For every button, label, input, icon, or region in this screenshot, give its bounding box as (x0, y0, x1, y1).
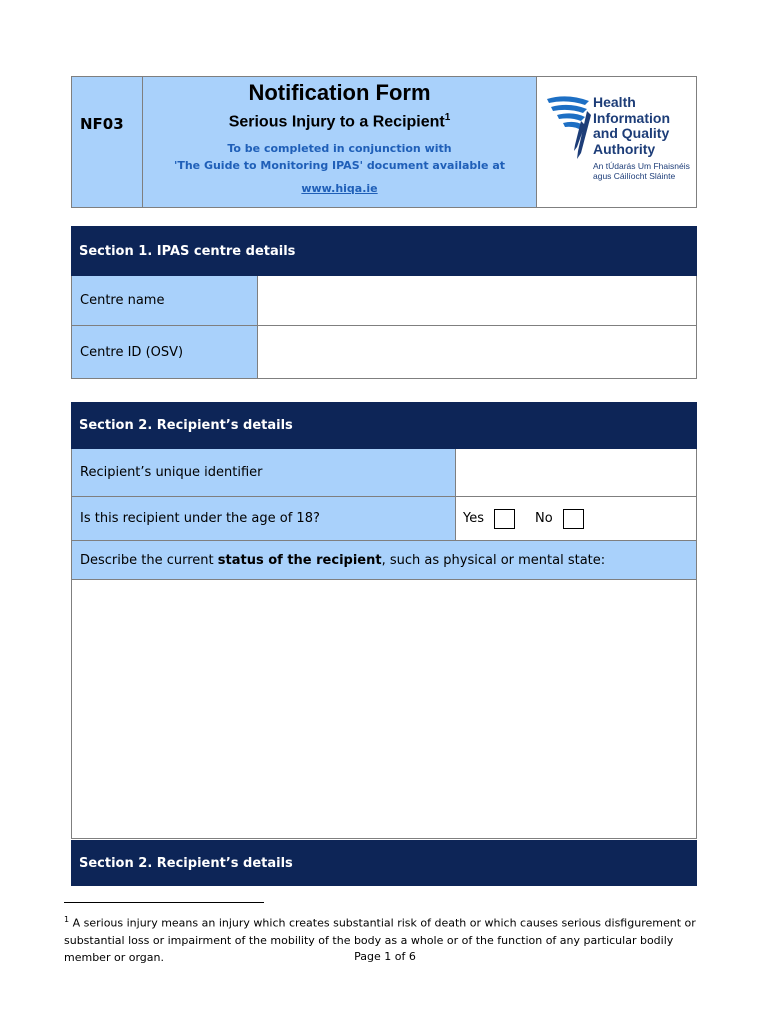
centre-id-label: Centre ID (OSV) (72, 326, 258, 378)
form-title-block (143, 77, 537, 207)
footnote-divider (64, 902, 264, 903)
centre-id-row (71, 326, 697, 379)
form-subtitle (143, 106, 536, 134)
hiqa-logo-wordmark (593, 95, 670, 157)
footnote-text: A serious injury means an injury which creates substantial risk of death or which causes serious disfigurement or substantial loss or impairment of the mobility of the body as a whole or of the function of any particular bodily member or organ. (64, 916, 696, 964)
logo-line-2: Information (593, 109, 670, 126)
hiqa-logo-icon (545, 93, 591, 163)
form-title: Notification Form (248, 80, 431, 105)
section-2-heading: Section 2. Recipient’s details (71, 402, 697, 449)
instruction-line-1: To be completed in conjunction with (227, 142, 452, 156)
age-answer (456, 497, 696, 540)
form-instruction (143, 140, 536, 174)
logo-line-4: Authority (593, 140, 656, 157)
section-2-continued-heading: Section 2. Recipient’s details (71, 840, 697, 886)
form-header (71, 76, 697, 208)
footnote-number: 1 (64, 915, 70, 924)
logo-line-3: and Quality (593, 125, 670, 141)
no-label: No (535, 511, 553, 526)
status-prompt-bold: status of the recipient (217, 552, 382, 568)
status-prompt (72, 541, 696, 579)
age-row (71, 497, 697, 541)
irish-line-1: An tÚdarás Um Fhaisnéis (593, 161, 690, 171)
form-code: NF03 (72, 77, 143, 207)
yes-checkbox[interactable] (494, 509, 515, 529)
centre-id-field[interactable] (258, 326, 696, 378)
no-checkbox[interactable] (563, 509, 584, 529)
hiqa-logo-irish (593, 161, 690, 181)
status-prompt-prefix: Describe the current (80, 552, 218, 568)
status-prompt-suffix: , such as physical or mental state: (381, 552, 606, 568)
centre-name-label: Centre name (72, 276, 258, 325)
irish-line-2: agus Cáilíocht Sláinte (593, 171, 676, 181)
status-prompt-row (71, 541, 697, 580)
yes-label: Yes (463, 511, 484, 526)
instruction-line-2: 'The Guide to Monitoring IPAS' document available at (173, 159, 506, 173)
age-question-label: Is this recipient under the age of 18? (72, 497, 456, 540)
status-description-field[interactable] (71, 580, 697, 839)
section-1-heading: Section 1. IPAS centre details (71, 226, 697, 276)
centre-name-field[interactable] (258, 276, 696, 325)
identifier-label: Recipient’s unique identifier (72, 449, 456, 496)
footnote-ref: 1 (444, 112, 451, 123)
subtitle-text: Serious Injury to a Recipient (228, 113, 445, 131)
identifier-row (71, 449, 697, 497)
hiqa-link[interactable]: www.hiqa.ie (301, 182, 378, 196)
page-number: Page 1 of 6 (354, 950, 416, 963)
hiqa-logo (537, 77, 696, 207)
identifier-field[interactable] (456, 449, 696, 496)
centre-name-row (71, 276, 697, 326)
logo-line-1: Health (593, 94, 636, 110)
